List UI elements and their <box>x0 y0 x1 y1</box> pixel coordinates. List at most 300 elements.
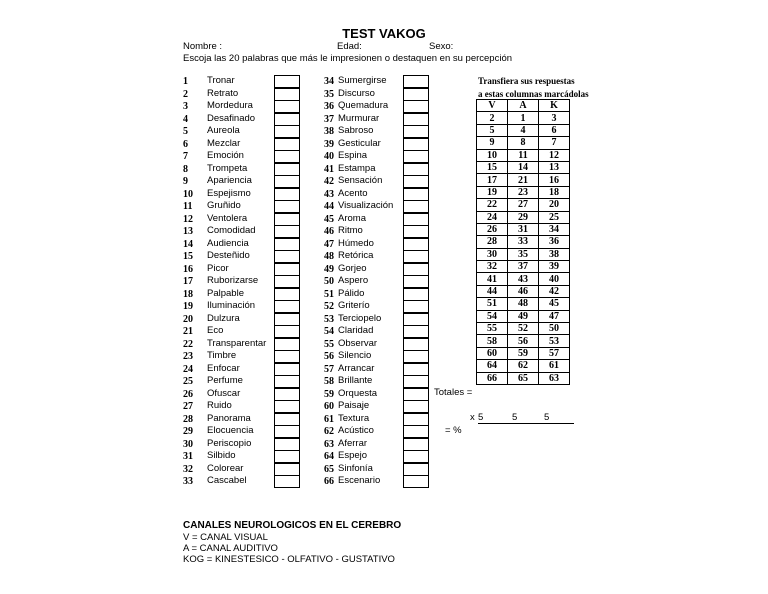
word-checkbox[interactable] <box>274 238 300 251</box>
table-cell: 38 <box>539 248 570 260</box>
word-label: Sabroso <box>338 125 374 136</box>
word-number: 35 <box>324 88 334 100</box>
table-cell: 63 <box>539 372 570 384</box>
word-label: Aureola <box>207 125 240 136</box>
table-cell: 47 <box>539 310 570 322</box>
word-label: Enfocar <box>207 362 240 374</box>
table-cell: 4 <box>508 124 539 136</box>
multiplier-k: 5 <box>544 412 550 423</box>
table-cell: 54 <box>477 310 508 322</box>
word-number: 2 <box>183 88 188 100</box>
word-label: Sinfonía <box>338 462 373 474</box>
word-label: Tronar <box>207 75 235 86</box>
word-number: 46 <box>324 226 334 237</box>
word-number: 17 <box>183 276 193 287</box>
table-cell: 40 <box>539 273 570 285</box>
word-number: 60 <box>324 401 334 412</box>
word-checkbox[interactable] <box>403 288 429 301</box>
word-number: 34 <box>324 76 334 87</box>
word-label: Observar <box>338 337 378 349</box>
multiplier-x: x <box>470 412 475 423</box>
word-label: Sensación <box>338 175 383 186</box>
word-checkbox[interactable] <box>403 438 429 451</box>
word-number: 45 <box>324 213 334 225</box>
word-checkbox[interactable] <box>274 325 300 338</box>
word-number: 5 <box>183 126 188 137</box>
table-cell: 62 <box>508 360 539 372</box>
table-row <box>477 285 570 297</box>
word-checkbox[interactable] <box>274 300 300 313</box>
table-cell: 50 <box>539 323 570 335</box>
table-cell: 9 <box>477 137 508 149</box>
word-checkbox[interactable] <box>403 325 429 338</box>
word-label: Dulzura <box>207 312 240 324</box>
table-row <box>477 360 570 372</box>
percent-divider <box>478 423 574 424</box>
word-label: Trompeta <box>207 162 248 174</box>
percent-label: = % <box>445 425 462 436</box>
word-number: 12 <box>183 213 193 225</box>
table-row <box>477 137 570 149</box>
word-label: Textura <box>338 412 370 424</box>
word-number: 38 <box>324 126 334 137</box>
table-cell: 17 <box>477 174 508 186</box>
word-checkbox[interactable] <box>403 238 429 251</box>
table-cell: 22 <box>477 199 508 211</box>
footer-line-auditivo: A = CANAL AUDITIVO <box>183 543 278 554</box>
word-number: 16 <box>183 263 193 275</box>
word-checkbox[interactable] <box>274 163 300 176</box>
word-label: Gorjeo <box>338 262 367 274</box>
word-number: 62 <box>324 426 334 437</box>
word-checkbox[interactable] <box>274 450 300 463</box>
instruction-text: Escoja las 20 palabras que más le impresionen o destaquen en su percepción <box>183 53 513 64</box>
table-row <box>477 149 570 161</box>
word-label: Timbre <box>207 350 237 361</box>
word-number: 11 <box>183 201 193 212</box>
word-checkbox[interactable] <box>403 413 429 426</box>
table-row <box>477 186 570 198</box>
word-label: Cascabel <box>207 475 247 486</box>
word-label: Acústico <box>338 425 374 436</box>
word-checkbox[interactable] <box>274 388 300 401</box>
table-cell: 13 <box>539 161 570 173</box>
table-row <box>477 298 570 310</box>
word-number: 21 <box>183 326 193 337</box>
table-cell: 55 <box>477 323 508 335</box>
table-cell: 60 <box>477 347 508 359</box>
table-cell: 59 <box>508 347 539 359</box>
table-cell: 10 <box>477 149 508 161</box>
word-number: 13 <box>183 226 193 237</box>
word-number: 65 <box>324 463 334 475</box>
word-checkbox[interactable] <box>274 275 300 288</box>
word-label: Sumergirse <box>338 75 387 86</box>
table-cell: 64 <box>477 360 508 372</box>
word-number: 55 <box>324 338 334 350</box>
word-number: 24 <box>183 363 193 375</box>
table-cell: 44 <box>477 285 508 297</box>
word-label: Húmedo <box>338 237 374 249</box>
table-cell: 16 <box>539 174 570 186</box>
table-cell: 52 <box>508 323 539 335</box>
word-checkbox[interactable] <box>274 100 300 113</box>
word-checkbox[interactable] <box>274 263 300 276</box>
word-number: 15 <box>183 251 193 262</box>
table-cell: 48 <box>508 298 539 310</box>
word-number: 42 <box>324 176 334 187</box>
table-row <box>477 372 570 384</box>
word-checkbox[interactable] <box>274 313 300 326</box>
footer-line-visual: V = CANAL VISUAL <box>183 532 268 543</box>
table-cell: 26 <box>477 223 508 235</box>
table-cell: 23 <box>508 186 539 198</box>
word-label: Silbido <box>207 450 236 461</box>
table-cell: 56 <box>508 335 539 347</box>
word-number: 26 <box>183 388 193 400</box>
word-checkbox[interactable] <box>274 425 300 438</box>
word-label: Arrancar <box>338 362 375 374</box>
word-checkbox[interactable] <box>403 463 429 476</box>
word-number: 52 <box>324 301 334 312</box>
word-number: 3 <box>183 101 188 112</box>
word-number: 1 <box>183 76 188 87</box>
word-checkbox[interactable] <box>403 225 429 238</box>
word-checkbox[interactable] <box>403 88 429 101</box>
word-label: Quemadura <box>338 100 389 111</box>
word-label: Escenario <box>338 475 381 486</box>
table-cell: 14 <box>508 161 539 173</box>
table-cell: 5 <box>477 124 508 136</box>
word-number: 18 <box>183 288 193 300</box>
nombre-label: Nombre : <box>183 41 223 52</box>
table-cell: 7 <box>539 137 570 149</box>
table-row <box>477 161 570 173</box>
word-checkbox[interactable] <box>274 338 300 351</box>
word-number: 43 <box>324 188 334 200</box>
word-checkbox[interactable] <box>403 275 429 288</box>
word-checkbox[interactable] <box>403 125 429 138</box>
word-label: Ofuscar <box>207 387 241 399</box>
word-number: 48 <box>324 251 334 262</box>
word-checkbox[interactable] <box>274 150 300 163</box>
word-checkbox[interactable] <box>274 250 300 263</box>
word-checkbox[interactable] <box>403 75 429 88</box>
word-number: 9 <box>183 176 188 187</box>
word-checkbox[interactable] <box>274 438 300 451</box>
table-cell: 57 <box>539 347 570 359</box>
word-checkbox[interactable] <box>274 200 300 213</box>
word-label: Ventolera <box>207 212 248 224</box>
word-checkbox[interactable] <box>274 138 300 151</box>
word-number: 33 <box>183 476 193 487</box>
word-checkbox[interactable] <box>403 213 429 226</box>
table-cell: 28 <box>477 236 508 248</box>
word-number: 28 <box>183 413 193 425</box>
totals-label: Totales = <box>434 387 473 398</box>
word-number: 14 <box>183 238 193 250</box>
word-checkbox[interactable] <box>403 188 429 201</box>
word-label: Gruñido <box>207 200 241 211</box>
table-row <box>477 347 570 359</box>
word-checkbox[interactable] <box>403 388 429 401</box>
word-label: Aferrar <box>338 437 368 449</box>
table-cell: 21 <box>508 174 539 186</box>
table-cell: 31 <box>508 223 539 235</box>
word-number: 27 <box>183 401 193 412</box>
word-label: Colorear <box>207 462 244 474</box>
footer-line-kog: KOG = KINESTESICO - OLFATIVO - GUSTATIVO <box>183 554 395 565</box>
word-checkbox[interactable] <box>403 200 429 213</box>
word-label: Desafinado <box>207 112 256 124</box>
word-number: 58 <box>324 376 334 387</box>
word-label: Espejismo <box>207 187 251 199</box>
transfer-hint-line-1: Transfiera sus respuestas <box>478 76 575 86</box>
multiplier-v: 5 <box>478 412 484 423</box>
word-number: 64 <box>324 451 334 462</box>
table-cell: 39 <box>539 261 570 273</box>
table-header-cell: K <box>539 100 570 112</box>
page-title: TEST VAKOG <box>342 26 426 41</box>
word-checkbox[interactable] <box>403 475 429 488</box>
table-cell: 43 <box>508 273 539 285</box>
word-label: Audiencia <box>207 237 249 249</box>
word-checkbox[interactable] <box>274 75 300 88</box>
word-checkbox[interactable] <box>274 363 300 376</box>
table-cell: 15 <box>477 161 508 173</box>
word-checkbox[interactable] <box>274 125 300 138</box>
word-checkbox[interactable] <box>403 450 429 463</box>
word-checkbox[interactable] <box>403 338 429 351</box>
word-label: Brillante <box>338 375 373 386</box>
table-row <box>477 211 570 223</box>
word-number: 66 <box>324 476 334 487</box>
table-cell: 49 <box>508 310 539 322</box>
word-number: 63 <box>324 438 334 450</box>
word-label: Orquesta <box>338 387 378 399</box>
word-number: 41 <box>324 163 334 175</box>
table-row <box>477 273 570 285</box>
word-label: Mezclar <box>207 137 241 149</box>
table-cell: 12 <box>539 149 570 161</box>
word-number: 51 <box>324 288 334 300</box>
word-checkbox[interactable] <box>403 363 429 376</box>
word-number: 54 <box>324 326 334 337</box>
word-checkbox[interactable] <box>403 400 429 413</box>
word-label: Mordedura <box>207 100 253 111</box>
word-checkbox[interactable] <box>403 425 429 438</box>
word-checkbox[interactable] <box>403 313 429 326</box>
word-number: 6 <box>183 138 188 150</box>
table-cell: 2 <box>477 112 508 124</box>
answer-table <box>476 99 570 385</box>
table-cell: 45 <box>539 298 570 310</box>
table-cell: 30 <box>477 248 508 260</box>
word-checkbox[interactable] <box>403 138 429 151</box>
word-number: 49 <box>324 263 334 275</box>
word-label: Eco <box>207 325 224 336</box>
footer-title: CANALES NEUROLOGICOS EN EL CEREBRO <box>183 520 402 531</box>
word-label: Periscopio <box>207 437 252 449</box>
word-checkbox[interactable] <box>403 375 429 388</box>
word-label: Elocuencia <box>207 425 254 436</box>
word-label: Espejo <box>338 450 368 461</box>
table-cell: 6 <box>539 124 570 136</box>
word-number: 25 <box>183 376 193 387</box>
word-checkbox[interactable] <box>274 113 300 126</box>
table-header-cell: A <box>508 100 539 112</box>
word-number: 29 <box>183 426 193 437</box>
word-label: Estampa <box>338 162 376 174</box>
table-cell: 66 <box>477 372 508 384</box>
word-label: Claridad <box>338 325 374 336</box>
word-checkbox[interactable] <box>274 88 300 101</box>
word-checkbox[interactable] <box>274 463 300 476</box>
table-cell: 18 <box>539 186 570 198</box>
word-number: 8 <box>183 163 188 175</box>
table-cell: 42 <box>539 285 570 297</box>
table-row <box>477 112 570 124</box>
word-label: Perfume <box>207 375 243 386</box>
word-number: 37 <box>324 113 334 125</box>
word-number: 50 <box>324 276 334 287</box>
word-checkbox[interactable] <box>274 188 300 201</box>
word-number: 20 <box>183 313 193 325</box>
table-cell: 58 <box>477 335 508 347</box>
word-label: Comodidad <box>207 225 256 236</box>
word-label: Retórica <box>338 250 374 261</box>
word-number: 44 <box>324 201 334 212</box>
word-label: Iluminación <box>207 300 256 311</box>
word-checkbox[interactable] <box>274 413 300 426</box>
edad-label: Edad: <box>337 41 362 52</box>
word-label: Murmurar <box>338 112 380 124</box>
word-checkbox[interactable] <box>403 113 429 126</box>
table-cell: 65 <box>508 372 539 384</box>
table-row <box>477 248 570 260</box>
word-checkbox[interactable] <box>403 163 429 176</box>
word-label: Apariencia <box>207 175 252 186</box>
word-number: 40 <box>324 151 334 162</box>
word-label: Terciopelo <box>338 312 382 324</box>
word-number: 22 <box>183 338 193 350</box>
word-number: 36 <box>324 101 334 112</box>
word-label: Aroma <box>338 212 366 224</box>
word-number: 7 <box>183 151 188 162</box>
table-cell: 20 <box>539 199 570 211</box>
word-label: Desteñido <box>207 250 250 261</box>
word-checkbox[interactable] <box>274 475 300 488</box>
word-number: 32 <box>183 463 193 475</box>
word-label: Transparentar <box>207 337 267 349</box>
word-checkbox[interactable] <box>403 100 429 113</box>
word-checkbox[interactable] <box>403 263 429 276</box>
table-cell: 11 <box>508 149 539 161</box>
word-number: 19 <box>183 301 193 312</box>
word-number: 53 <box>324 313 334 325</box>
word-label: Gesticular <box>338 137 381 149</box>
word-label: Aspero <box>338 275 369 286</box>
word-checkbox[interactable] <box>274 288 300 301</box>
word-checkbox[interactable] <box>274 375 300 388</box>
word-label: Visualización <box>338 200 394 211</box>
table-row <box>477 335 570 347</box>
word-checkbox[interactable] <box>403 250 429 263</box>
table-cell: 41 <box>477 273 508 285</box>
word-checkbox[interactable] <box>274 213 300 226</box>
table-cell: 35 <box>508 248 539 260</box>
word-label: Ritmo <box>338 225 363 236</box>
word-label: Emoción <box>207 150 244 161</box>
word-label: Paisaje <box>338 400 370 411</box>
table-cell: 24 <box>477 211 508 223</box>
word-number: 56 <box>324 351 334 362</box>
table-cell: 3 <box>539 112 570 124</box>
word-checkbox[interactable] <box>274 350 300 363</box>
table-cell: 8 <box>508 137 539 149</box>
table-row <box>477 323 570 335</box>
table-cell: 37 <box>508 261 539 273</box>
word-label: Ruborizarse <box>207 275 259 286</box>
sexo-label: Sexo: <box>429 41 454 52</box>
word-label: Griterío <box>338 300 370 311</box>
table-row <box>477 223 570 235</box>
table-cell: 61 <box>539 360 570 372</box>
table-row <box>477 124 570 136</box>
word-number: 61 <box>324 413 334 425</box>
word-checkbox[interactable] <box>403 175 429 188</box>
word-checkbox[interactable] <box>274 175 300 188</box>
word-number: 23 <box>183 351 193 362</box>
word-checkbox[interactable] <box>274 400 300 413</box>
table-cell: 36 <box>539 236 570 248</box>
word-checkbox[interactable] <box>403 350 429 363</box>
table-cell: 34 <box>539 223 570 235</box>
word-number: 31 <box>183 451 193 462</box>
table-cell: 29 <box>508 211 539 223</box>
word-label: Silencio <box>338 350 372 361</box>
table-row <box>477 174 570 186</box>
transfer-hint-line-2: a estas columnas marcádolas <box>478 89 589 99</box>
word-checkbox[interactable] <box>403 150 429 163</box>
word-label: Pálido <box>338 287 365 299</box>
word-number: 59 <box>324 388 334 400</box>
word-label: Ruido <box>207 400 232 411</box>
word-number: 4 <box>183 113 188 125</box>
word-label: Discurso <box>338 87 375 99</box>
word-number: 30 <box>183 438 193 450</box>
table-cell: 51 <box>477 298 508 310</box>
word-label: Panorama <box>207 412 251 424</box>
table-row <box>477 261 570 273</box>
word-number: 39 <box>324 138 334 150</box>
word-label: Acento <box>338 187 368 199</box>
word-number: 57 <box>324 363 334 375</box>
word-label: Palpable <box>207 287 244 299</box>
table-cell: 46 <box>508 285 539 297</box>
word-number: 47 <box>324 238 334 250</box>
table-header-cell: V <box>477 100 508 112</box>
word-checkbox[interactable] <box>403 300 429 313</box>
table-cell: 27 <box>508 199 539 211</box>
multiplier-a: 5 <box>512 412 518 423</box>
word-label: Retrato <box>207 87 239 99</box>
table-cell: 19 <box>477 186 508 198</box>
word-checkbox[interactable] <box>274 225 300 238</box>
table-cell: 33 <box>508 236 539 248</box>
table-row <box>477 199 570 211</box>
table-row <box>477 310 570 322</box>
